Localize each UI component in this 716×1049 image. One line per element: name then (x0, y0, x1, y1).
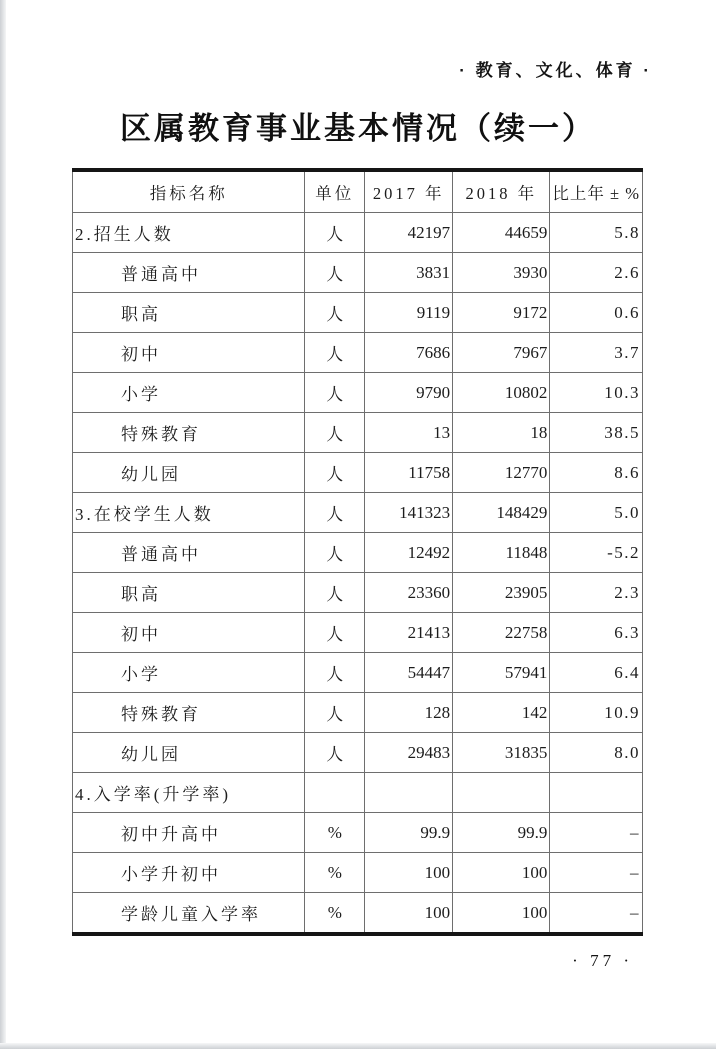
value-2018: 99.9 (453, 813, 550, 853)
unit-cell: 人 (305, 213, 365, 253)
table-row (73, 453, 643, 493)
change-value: 8.6 (550, 453, 643, 493)
unit-cell: 人 (305, 253, 365, 293)
table-row (73, 813, 643, 853)
unit-cell: 人 (305, 493, 365, 533)
table-row (73, 253, 643, 293)
row-label: 4.入学率(升学率) (73, 773, 305, 813)
value-2018 (453, 773, 550, 813)
row-label: 职高 (73, 573, 305, 613)
unit-cell: 人 (305, 373, 365, 413)
value-2017: 3831 (365, 253, 453, 293)
row-label: 小学 (73, 373, 305, 413)
change-value: – (550, 893, 643, 935)
value-2017: 11758 (365, 453, 453, 493)
value-2018: 9172 (453, 293, 550, 333)
change-value: 2.6 (550, 253, 643, 293)
unit-cell: 人 (305, 653, 365, 693)
value-2017: 7686 (365, 333, 453, 373)
value-2017: 12492 (365, 533, 453, 573)
page-title: 区属教育事业基本情况（续一） (120, 111, 596, 146)
change-value: 3.7 (550, 333, 643, 373)
column-header-3: 2017 年 (365, 170, 453, 213)
change-value: -5.2 (550, 533, 643, 573)
unit-cell: 人 (305, 573, 365, 613)
column-header-2: 单位 (305, 170, 365, 213)
unit-cell: 人 (305, 293, 365, 333)
value-2017: 9119 (365, 293, 453, 333)
row-label: 初中升高中 (73, 813, 305, 853)
table-row (73, 893, 643, 935)
value-2017: 42197 (365, 213, 453, 253)
unit-cell: % (305, 813, 365, 853)
value-2018: 10802 (453, 373, 550, 413)
scan-edge-left (0, 0, 6, 1049)
value-2017: 99.9 (365, 813, 453, 853)
table-row (73, 493, 643, 533)
value-2018: 100 (453, 893, 550, 935)
value-2018: 7967 (453, 333, 550, 373)
value-2018: 44659 (453, 213, 550, 253)
table-row (73, 773, 643, 813)
value-2017: 9790 (365, 373, 453, 413)
value-2017: 141323 (365, 493, 453, 533)
unit-cell: 人 (305, 453, 365, 493)
value-2017: 128 (365, 693, 453, 733)
table-row (73, 213, 643, 253)
table-row (73, 733, 643, 773)
column-header-5: 比上年 ± % (550, 170, 643, 213)
change-value: 6.4 (550, 653, 643, 693)
value-2018: 11848 (453, 533, 550, 573)
change-value: 0.6 (550, 293, 643, 333)
table-row (73, 373, 643, 413)
table-row (73, 413, 643, 453)
row-label: 初中 (73, 333, 305, 373)
row-label: 普通高中 (73, 533, 305, 573)
unit-cell: 人 (305, 333, 365, 373)
value-2018: 18 (453, 413, 550, 453)
change-value: 10.3 (550, 373, 643, 413)
unit-cell: % (305, 853, 365, 893)
change-value: 6.3 (550, 613, 643, 653)
value-2017: 54447 (365, 653, 453, 693)
table-row (73, 653, 643, 693)
table-row (73, 613, 643, 653)
value-2018: 142 (453, 693, 550, 733)
value-2017: 100 (365, 893, 453, 935)
page-number: · 77 · (572, 951, 633, 970)
row-label: 普通高中 (73, 253, 305, 293)
row-label: 小学升初中 (73, 853, 305, 893)
unit-cell: 人 (305, 533, 365, 573)
value-2017: 23360 (365, 573, 453, 613)
table-row (73, 293, 643, 333)
column-header-4: 2018 年 (453, 170, 550, 213)
change-value: 8.0 (550, 733, 643, 773)
value-2017: 100 (365, 853, 453, 893)
table-row (73, 853, 643, 893)
scan-edge-bottom (0, 1043, 716, 1049)
row-label: 特殊教育 (73, 693, 305, 733)
row-label: 小学 (73, 653, 305, 693)
table-row (73, 693, 643, 733)
table-row (73, 573, 643, 613)
value-2017: 29483 (365, 733, 453, 773)
column-header-1: 指标名称 (73, 170, 305, 213)
unit-cell: 人 (305, 733, 365, 773)
change-value: – (550, 813, 643, 853)
education-stats-table (72, 168, 643, 936)
change-value: 2.3 (550, 573, 643, 613)
unit-cell: 人 (305, 613, 365, 653)
unit-cell: % (305, 893, 365, 935)
table-header-row (73, 170, 643, 213)
value-2018: 148429 (453, 493, 550, 533)
value-2018: 3930 (453, 253, 550, 293)
value-2017: 21413 (365, 613, 453, 653)
value-2018: 31835 (453, 733, 550, 773)
value-2018: 22758 (453, 613, 550, 653)
row-label: 职高 (73, 293, 305, 333)
row-label: 3.在校学生人数 (73, 493, 305, 533)
value-2017 (365, 773, 453, 813)
change-value: 10.9 (550, 693, 643, 733)
value-2018: 57941 (453, 653, 550, 693)
change-value (550, 773, 643, 813)
value-2018: 12770 (453, 453, 550, 493)
unit-cell: 人 (305, 413, 365, 453)
row-label: 幼儿园 (73, 453, 305, 493)
row-label: 学龄儿童入学率 (73, 893, 305, 935)
row-label: 初中 (73, 613, 305, 653)
value-2017: 13 (365, 413, 453, 453)
section-header: · 教育、文化、体育 · (459, 61, 652, 80)
table-row (73, 333, 643, 373)
change-value: 5.0 (550, 493, 643, 533)
change-value: – (550, 853, 643, 893)
value-2018: 23905 (453, 573, 550, 613)
value-2018: 100 (453, 853, 550, 893)
row-label: 特殊教育 (73, 413, 305, 453)
row-label: 2.招生人数 (73, 213, 305, 253)
change-value: 38.5 (550, 413, 643, 453)
row-label: 幼儿园 (73, 733, 305, 773)
change-value: 5.8 (550, 213, 643, 253)
unit-cell: 人 (305, 693, 365, 733)
unit-cell (305, 773, 365, 813)
table-row (73, 533, 643, 573)
